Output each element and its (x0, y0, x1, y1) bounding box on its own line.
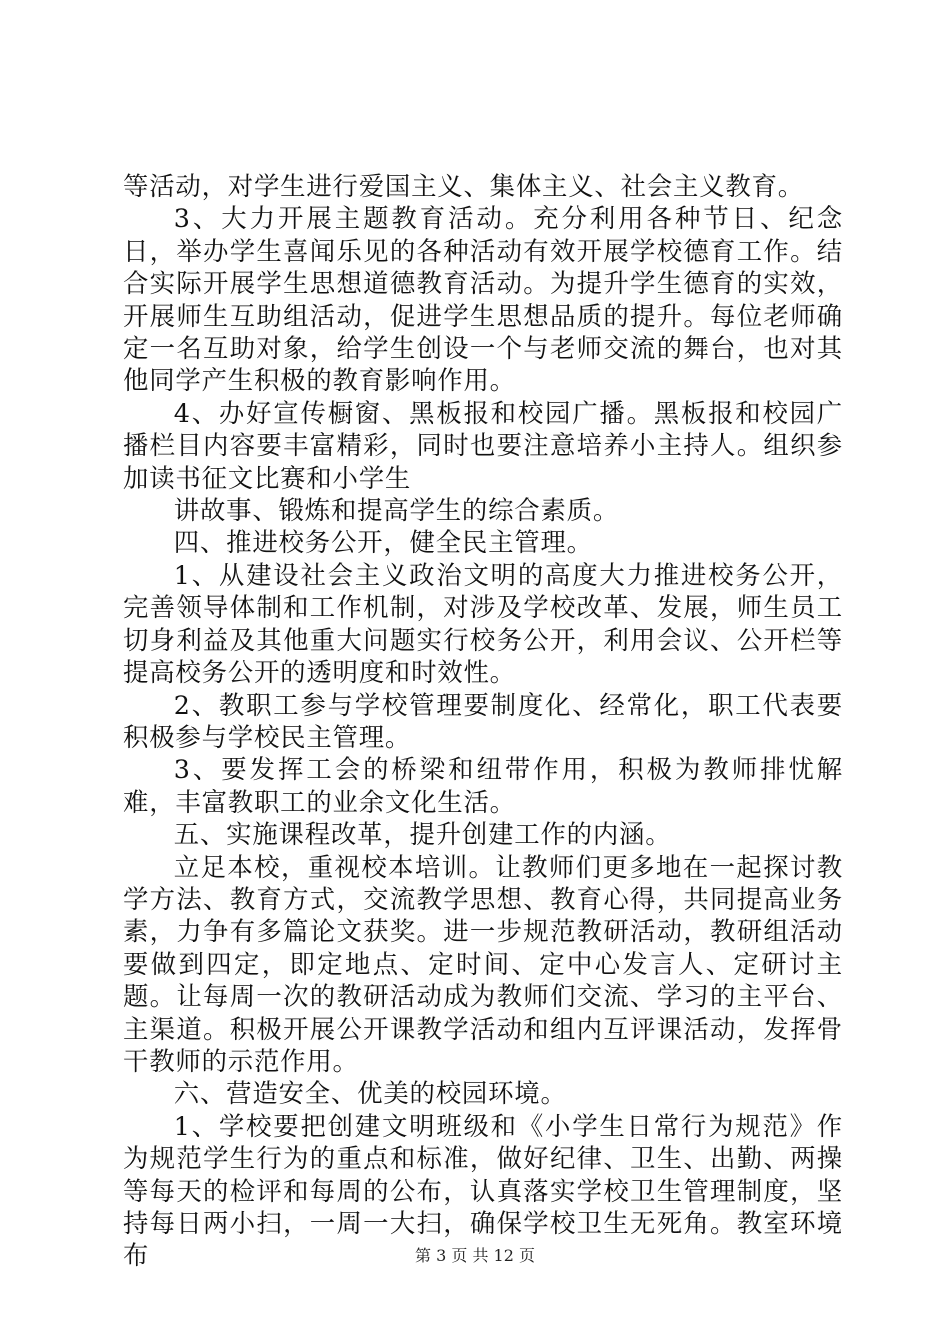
paragraph: 讲故事、锻炼和提高学生的综合素质。 (173, 495, 620, 526)
paragraph: 1、从建设社会主义政治文明的高度大力推进校务公开，完善领导体制和工作机制，对涉及学校改革、发展，师生员工切身利益及其他重大问题实行校务公开，利用会议、公开栏等提高校务公开的透明度和时效性。 (123, 559, 843, 688)
section-heading: 六、营造安全、优美的校园环境。 (173, 1078, 567, 1109)
paragraph: 2、教职工参与学校管理要制度化、经常化，职工代表要积极参与学校民主管理。 (123, 689, 843, 752)
page-number-footer: 第 3 页 共 12 页 (415, 1246, 535, 1265)
paragraph: 立足本校，重视校本培训。让教师们更多地在一起探讨教学方法、教育方式，交流教学思想、教育心得，共同提高业务素，力争有多篇论文获奖。进一步规范教研活动，教研组活动要做到四定，即定地点、定时间、定中心发言人、定研讨主题。让每周一次的教研活动成为教师们交流、学习的主平台、主渠道。积极开展公开课教学活动和组内互评课活动，发挥骨干教师的示范作用。 (123, 851, 843, 1076)
paragraph: 4、办好宣传橱窗、黑板报和校园广播。黑板报和校园广播栏目内容要丰富精彩，同时也要注意培养小主持人。组织参加读书征文比赛和小学生 (123, 397, 843, 493)
paragraph: 1、学校要把创建文明班级和《小学生日常行为规范》作为规范学生行为的重点和标准，做好纪律、卫生、出勤、两操等每天的检评和每周的公布，认真落实学校卫生管理制度，坚持每日两小扫，一周一大扫，确保学校卫生无死角。教室环境布 (123, 1110, 843, 1271)
section-heading: 五、实施课程改革，提升创建工作的内涵。 (173, 819, 672, 850)
document-body (123, 170, 843, 1272)
paragraph: 等活动，对学生进行爱国主义、集体主义、社会主义教育。 (123, 171, 804, 201)
paragraph: 3、要发挥工会的桥梁和纽带作用，积极为教师排忧解难，丰富教职工的业余文化生活。 (123, 754, 843, 817)
section-heading: 四、推进校务公开，健全民主管理。 (173, 527, 593, 558)
paragraph: 3、大力开展主题教育活动。充分利用各种节日、纪念日，举办学生喜闻乐见的各种活动有效开展学校德育工作。结合实际开展学生思想道德教育活动。为提升学生德育的实效，开展师生互助组活动，促进学生思想品质的提升。每位老师确定一名互助对象，给学生创设一个与老师交流的舞台，也对其他同学产生积极的教育影响作用。 (123, 203, 843, 396)
